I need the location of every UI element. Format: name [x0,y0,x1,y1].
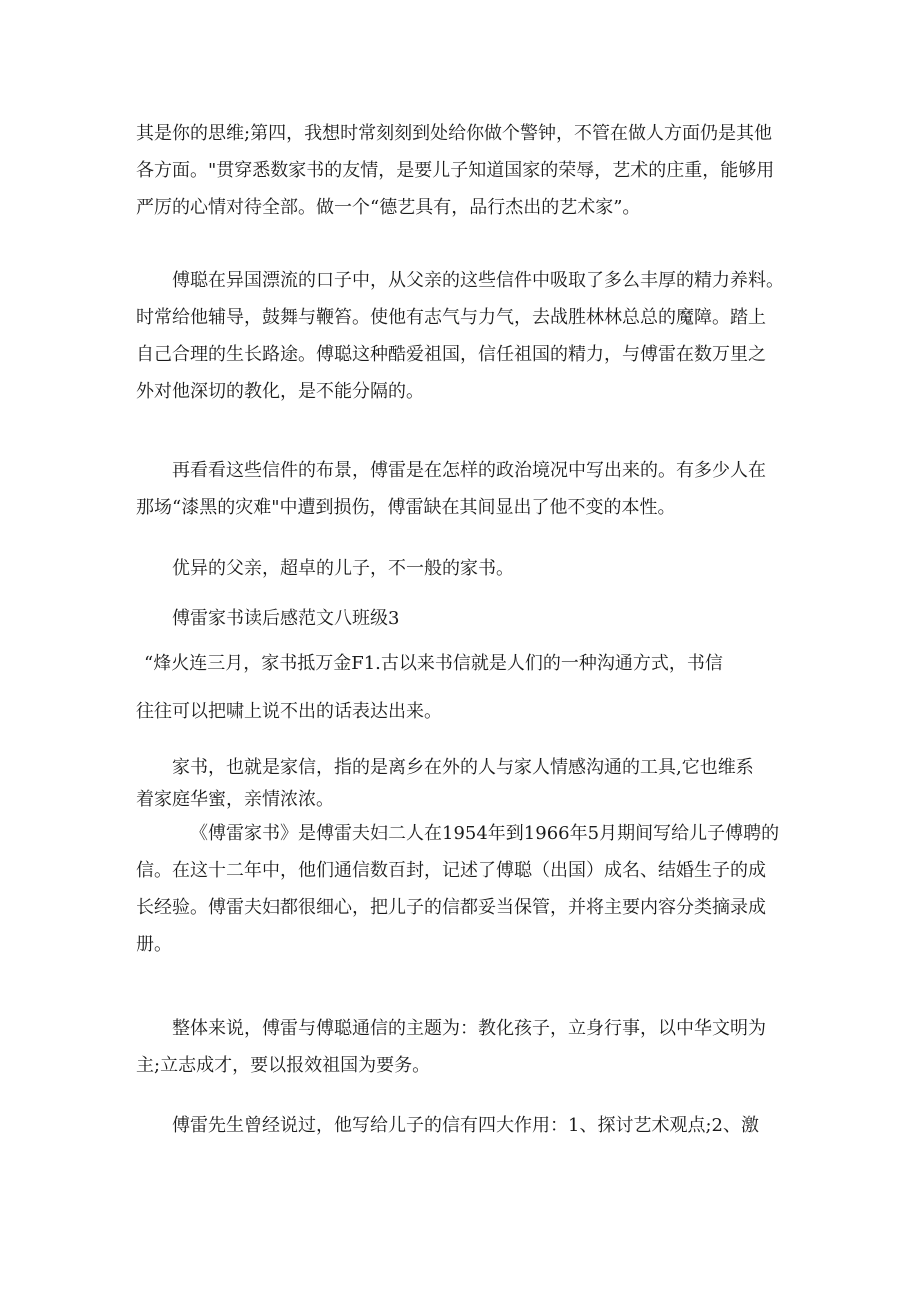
text-line: “烽火连三月，家书抵万金F1.古以来书信就是人们的一种沟通方式，书信 [144,653,723,674]
text-line: 往往可以把啸上说不出的话表达出来。 [136,701,442,722]
text-line: 《傅雷家书》是傅雷夫妇二人在1954年到1966年5月期间写给儿子傅聘的 [190,823,780,844]
paragraph-7 [136,815,796,963]
text-line: 严厉的心情对待全部。做一个“德艺具有，品行杰出的艺术家”。 [136,197,641,218]
text-line: 优异的父亲，超卓的儿子，不一般的家书。 [172,558,514,579]
text-line: 外对他深切的教化，是不能分隔的。 [136,381,424,402]
text-line: 家书，也就是家信，指的是离乡在外的人与家人情感沟通的工具,它也维系 [172,757,754,778]
text-line: 册。 [136,934,172,955]
paragraph-9 [136,1107,796,1144]
paragraph-8 [136,1010,796,1084]
text-line: 其是你的思维;第四，我想时常刻刻到处给你做个警钟，不管在做人方面仍是其他 [136,123,773,144]
text-line: 整体来说，傅雷与傅聪通信的主题为：教化孩子，立身行事，以中华文明为 [172,1018,766,1039]
text-line: 傅雷先生曾经说过，他写给儿子的信有四大作用：1、探讨艺术观点;2、激 [172,1115,759,1136]
section-heading [136,600,796,637]
text-line: 再看看这些信件的布景，傅雷是在怎样的政治境况中写出来的。有多少人在 [172,460,766,481]
text-line: 着家庭华蜜，亲情浓浓。 [136,789,334,810]
text-line: 主;立志成才，要以报效祖国为要务。 [136,1055,431,1076]
paragraph-4 [136,550,796,587]
text-line: 自己合理的生长路途。傅聪这种酷爱祖国，信任祖国的精力，与傅雷在数万里之 [136,344,766,365]
text-line: 信。在这十二年中，他们通信数百封，记述了傅聪（出国）成名、结婚生子的成 [136,860,766,881]
paragraph-1 [136,115,796,226]
paragraph-6 [136,752,796,816]
text-line: 时常给他辅导，鼓舞与鞭笞。使他有志气与力气，去战胜林林总总的魔障。踏上 [136,307,766,328]
text-line: 傅聪在异国漂流的口子中，从父亲的这些信件中吸取了多么丰厚的精力养料。 [172,270,784,291]
text-line: 长经验。傅雷夫妇都很细心，把儿子的信都妥当保管，并将主要内容分类摘录成 [136,897,766,918]
paragraph-3 [136,452,796,526]
text-line: 各方面。"贯穿悉数家书的友情，是要儿子知道国家的荣辱，艺术的庄重，能够用 [136,160,775,181]
paragraph-2 [136,262,796,410]
paragraph-5 [136,640,796,736]
heading-text: 傅雷家书读后感范文八班级3 [172,608,400,629]
text-line: 那场“漆黑的灾难"中遭到损伤，傅雷缺在其间显出了他不变的本性。 [136,497,676,518]
